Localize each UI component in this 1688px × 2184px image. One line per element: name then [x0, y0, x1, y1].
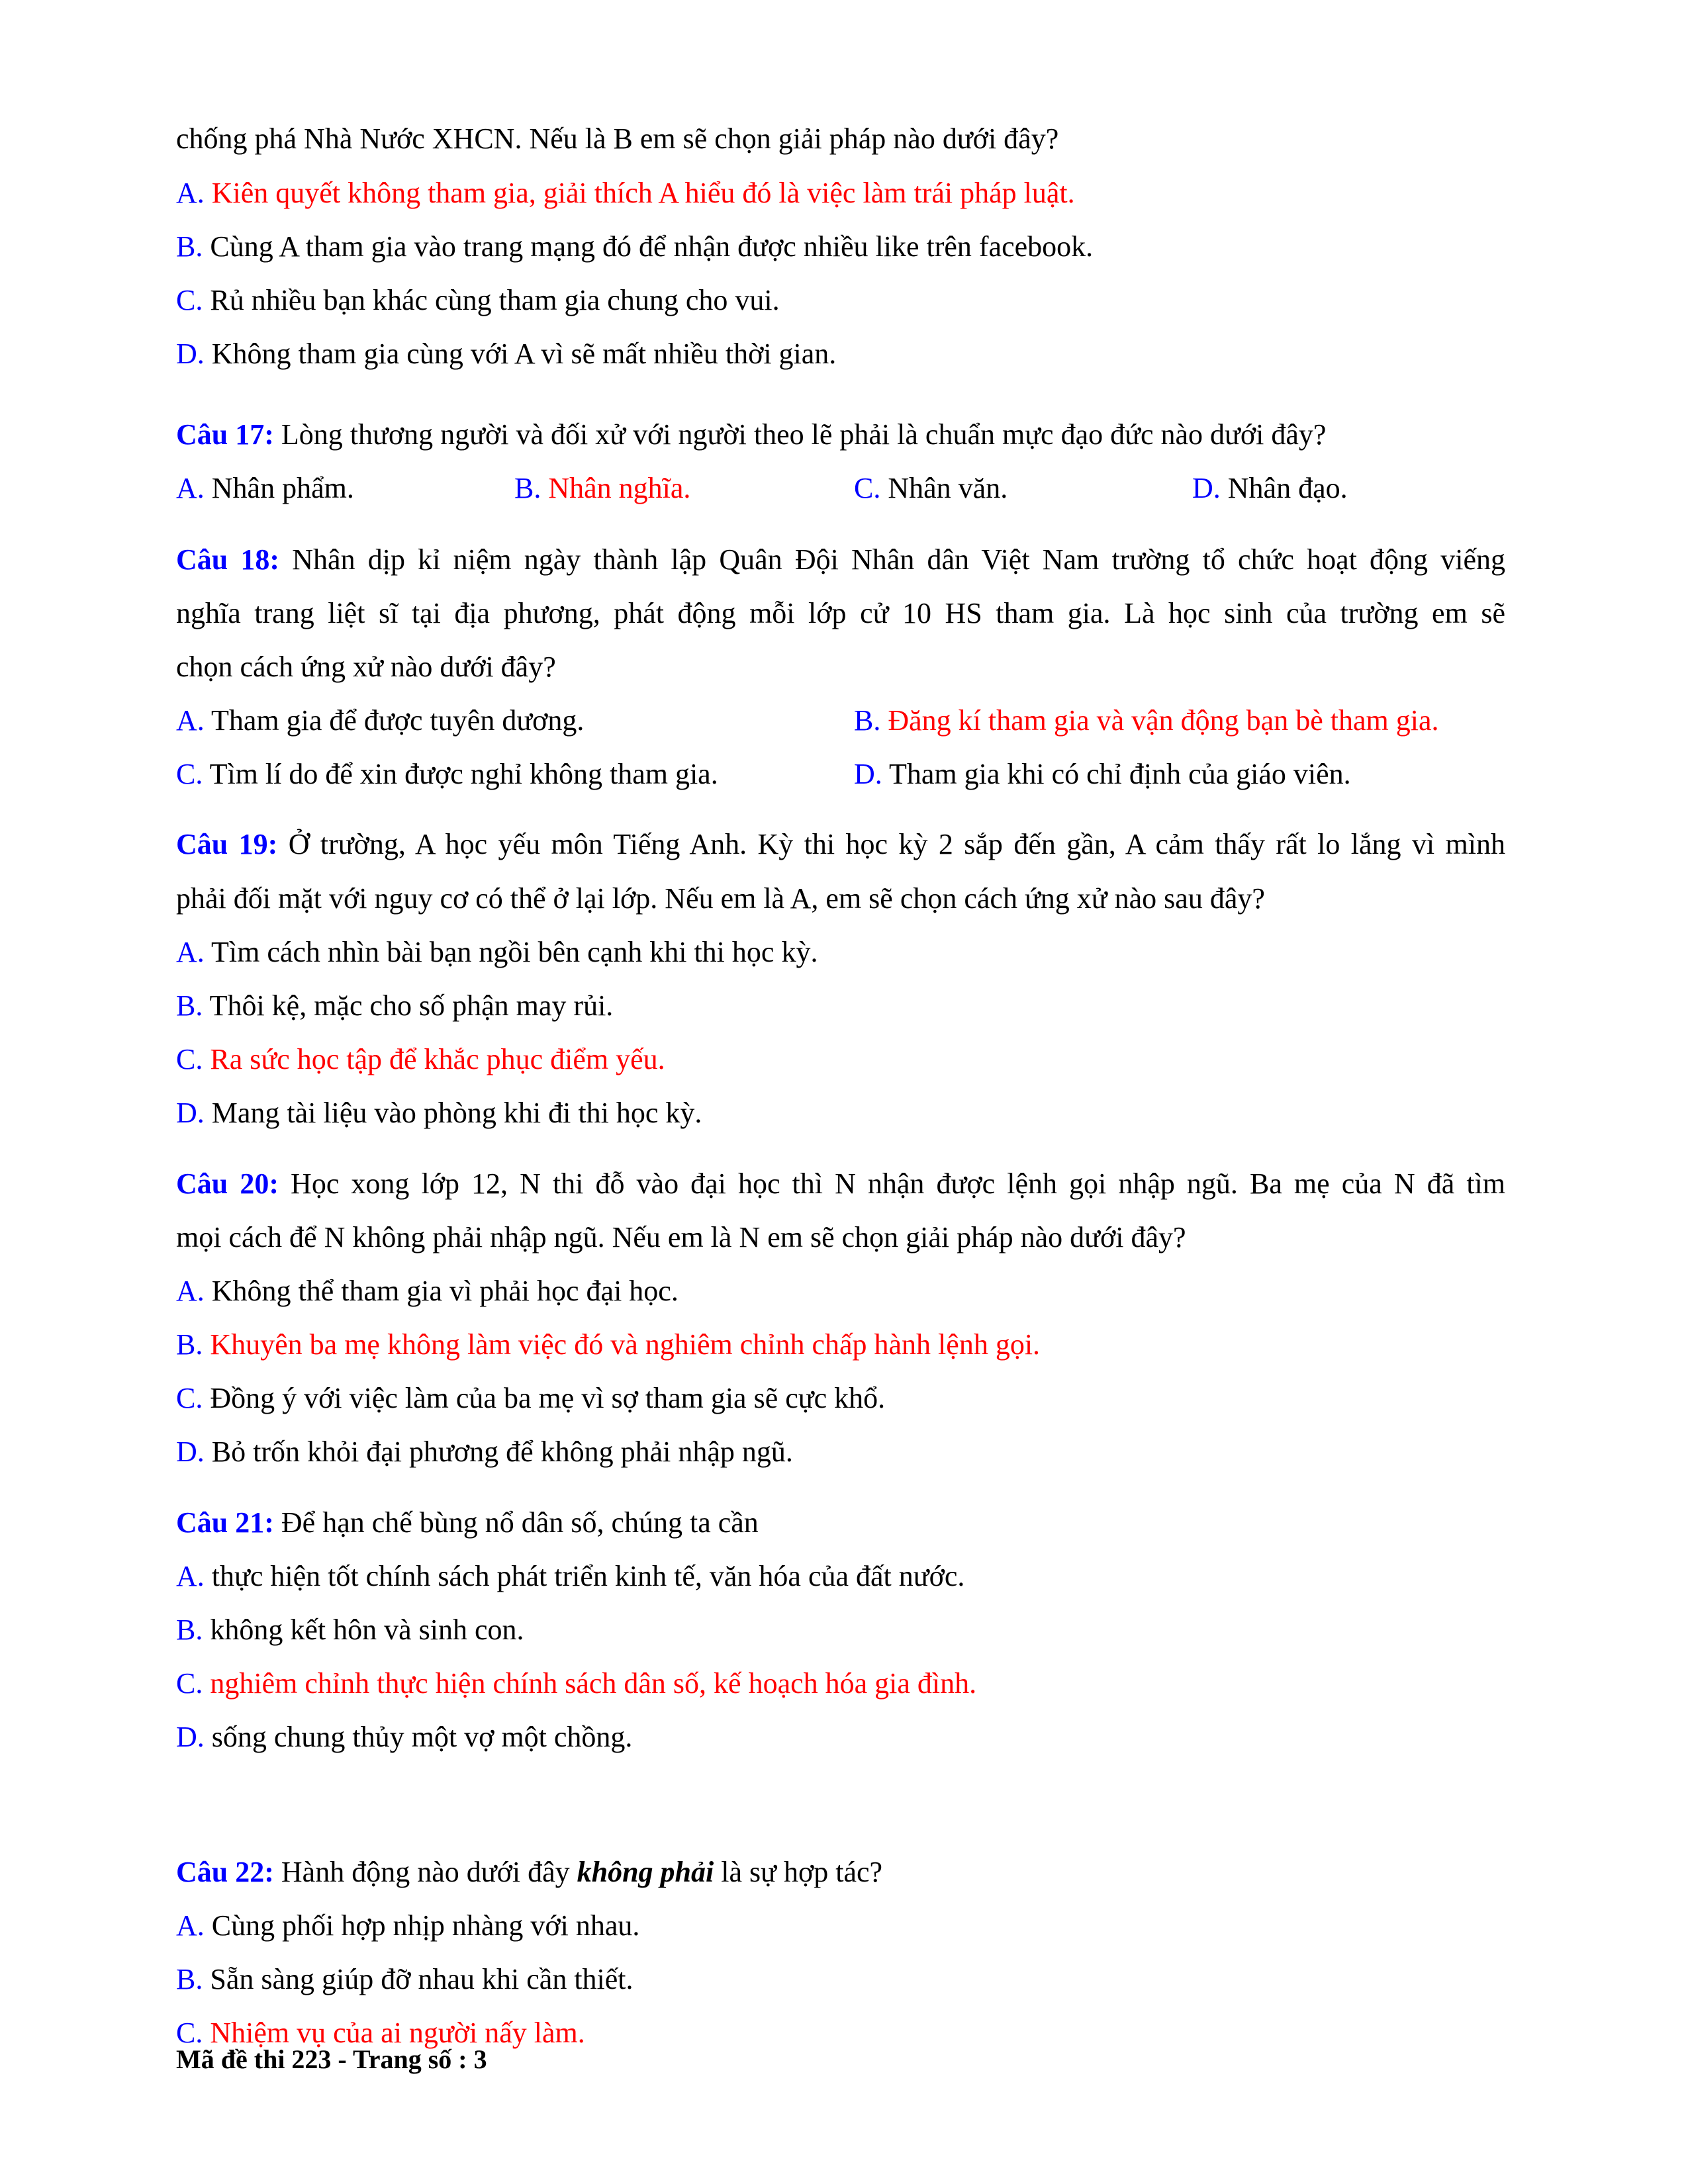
question-16-option-c: C. Rủ nhiều bạn khác cùng tham gia chung cho vui. [176, 284, 780, 316]
correct-answer-text: Đăng kí tham gia và vận động bạn bè tham gia. [888, 704, 1439, 737]
question-17-option-b: B. Nhân nghĩa. [514, 472, 691, 504]
question-16-option-a: A. Kiên quyết không tham gia, giải thích A hiểu đó là việc làm trái pháp luật. [176, 177, 1075, 209]
page-footer: Mã đề thi 223 - Trang số : 3 [176, 2044, 487, 2074]
question-19-option-a: A. Tìm cách nhìn bài bạn ngồi bên cạnh khi thi học kỳ. [176, 936, 818, 968]
question-20-option-b: B. Khuyên ba mẹ không làm việc đó và nghiêm chỉnh chấp hành lệnh gọi. [176, 1328, 1041, 1361]
correct-answer-text: Nhân nghĩa. [548, 472, 691, 504]
question-17-option-a: A. Nhân phẩm. [176, 472, 354, 504]
question-number: Câu 21: [176, 1506, 274, 1539]
question-16-option-b: B. Cùng A tham gia vào trang mạng đó để nhận được nhiều like trên facebook. [176, 230, 1094, 263]
correct-answer-text: Nhiệm vụ của ai người nấy làm. [210, 2017, 585, 2049]
question-18-option-b: B. Đăng kí tham gia và vận động bạn bè tham gia. [854, 704, 1439, 737]
question-22-stem: Câu 22: Hành động nào dưới đây không phải là sự hợp tác? [176, 1856, 883, 1888]
correct-answer-text: Khuyên ba mẹ không làm việc đó và nghiêm chỉnh chấp hành lệnh gọi. [210, 1328, 1041, 1361]
question-19-stem-line-1: Câu 19: Ở trường, A học yếu môn Tiếng Anh. Kỳ thi học kỳ 2 sắp đến gần, A cảm thấy rất lo lắng vì mình [176, 828, 1506, 860]
question-number: Câu 20: [176, 1167, 279, 1200]
question-16-stem-tail: chống phá Nhà Nước XHCN. Nếu là B em sẽ chọn giải pháp nào dưới đây? [176, 122, 1059, 155]
question-22-option-b: B. Sẵn sàng giúp đỡ nhau khi cần thiết. [176, 1963, 633, 1995]
question-20-stem-line-2: mọi cách để N không phải nhập ngũ. Nếu em là N em sẽ chọn giải pháp nào dưới đây? [176, 1221, 1186, 1253]
question-18-stem-line-2: nghĩa trang liệt sĩ tại địa phương, phát động mỗi lớp cử 10 HS tham gia. Là học sinh của trường em sẽ [176, 597, 1505, 629]
question-19-option-d: D. Mang tài liệu vào phòng khi đi thi học kỳ. [176, 1097, 702, 1129]
question-20-option-a: A. Không thể tham gia vì phải học đại học. [176, 1275, 679, 1307]
question-21-stem: Câu 21: Để hạn chế bùng nổ dân số, chúng ta cần [176, 1506, 759, 1539]
emphasis-text: không phải [577, 1856, 714, 1888]
question-20-stem-line-1: Câu 20: Học xong lớp 12, N thi đỗ vào đại học thì N nhận được lệnh gọi nhập ngũ. Ba mẹ của N đã tìm [176, 1167, 1505, 1200]
correct-answer-text: nghiêm chỉnh thực hiện chính sách dân số, kế hoạch hóa gia đình. [210, 1667, 977, 1700]
question-18-option-a: A. Tham gia để được tuyên dương. [176, 704, 585, 737]
question-18-stem-line-1: Câu 18: Nhân dịp kỉ niệm ngày thành lập Quân Đội Nhân dân Việt Nam trường tổ chức hoạt động viếng [176, 543, 1505, 576]
question-21-option-c: C. nghiêm chỉnh thực hiện chính sách dân số, kế hoạch hóa gia đình. [176, 1667, 977, 1700]
question-17-stem: Câu 17: Lòng thương người và đối xử với người theo lẽ phải là chuẩn mực đạo đức nào dưới đây? [176, 418, 1327, 451]
question-18-stem-line-3: chọn cách ứng xử nào dưới đây? [176, 651, 556, 683]
question-number: Câu 18: [176, 543, 280, 576]
question-16-option-d: D. Không tham gia cùng với A vì sẽ mất nhiều thời gian. [176, 338, 837, 370]
question-19-stem-line-2: phải đối mặt với nguy cơ có thể ở lại lớp. Nếu em là A, em sẽ chọn cách ứng xử nào sau đây? [176, 882, 1265, 915]
question-20-option-d: D. Bỏ trốn khỏi đại phương để không phải nhập ngũ. [176, 1435, 793, 1468]
question-18-option-c: C. Tìm lí do để xin được nghỉ không tham gia. [176, 758, 718, 790]
question-19-option-c: C. Ra sức học tập để khắc phục điểm yếu. [176, 1043, 665, 1075]
correct-answer-text: Ra sức học tập để khắc phục điểm yếu. [210, 1043, 665, 1075]
question-17-option-d: D. Nhân đạo. [1192, 472, 1348, 504]
question-number: Câu 17: [176, 418, 274, 451]
question-21-option-a: A. thực hiện tốt chính sách phát triển kinh tế, văn hóa của đất nước. [176, 1560, 965, 1592]
question-19-option-b: B. Thôi kệ, mặc cho số phận may rủi. [176, 989, 614, 1022]
question-number: Câu 22: [176, 1856, 274, 1888]
question-22-option-a: A. Cùng phối hợp nhịp nhàng với nhau. [176, 1909, 640, 1942]
question-number: Câu 19: [176, 828, 278, 860]
question-21-option-d: D. sống chung thủy một vợ một chồng. [176, 1721, 633, 1753]
correct-answer-text: Kiên quyết không tham gia, giải thích A hiểu đó là việc làm trái pháp luật. [211, 177, 1075, 209]
question-22-option-c: C. Nhiệm vụ của ai người nấy làm. [176, 2017, 585, 2049]
question-17-option-c: C. Nhân văn. [854, 472, 1008, 504]
question-21-option-b: B. không kết hôn và sinh con. [176, 1614, 524, 1646]
question-18-option-d: D. Tham gia khi có chỉ định của giáo viên. [854, 758, 1351, 790]
question-20-option-c: C. Đồng ý với việc làm của ba mẹ vì sợ tham gia sẽ cực khổ. [176, 1382, 886, 1414]
